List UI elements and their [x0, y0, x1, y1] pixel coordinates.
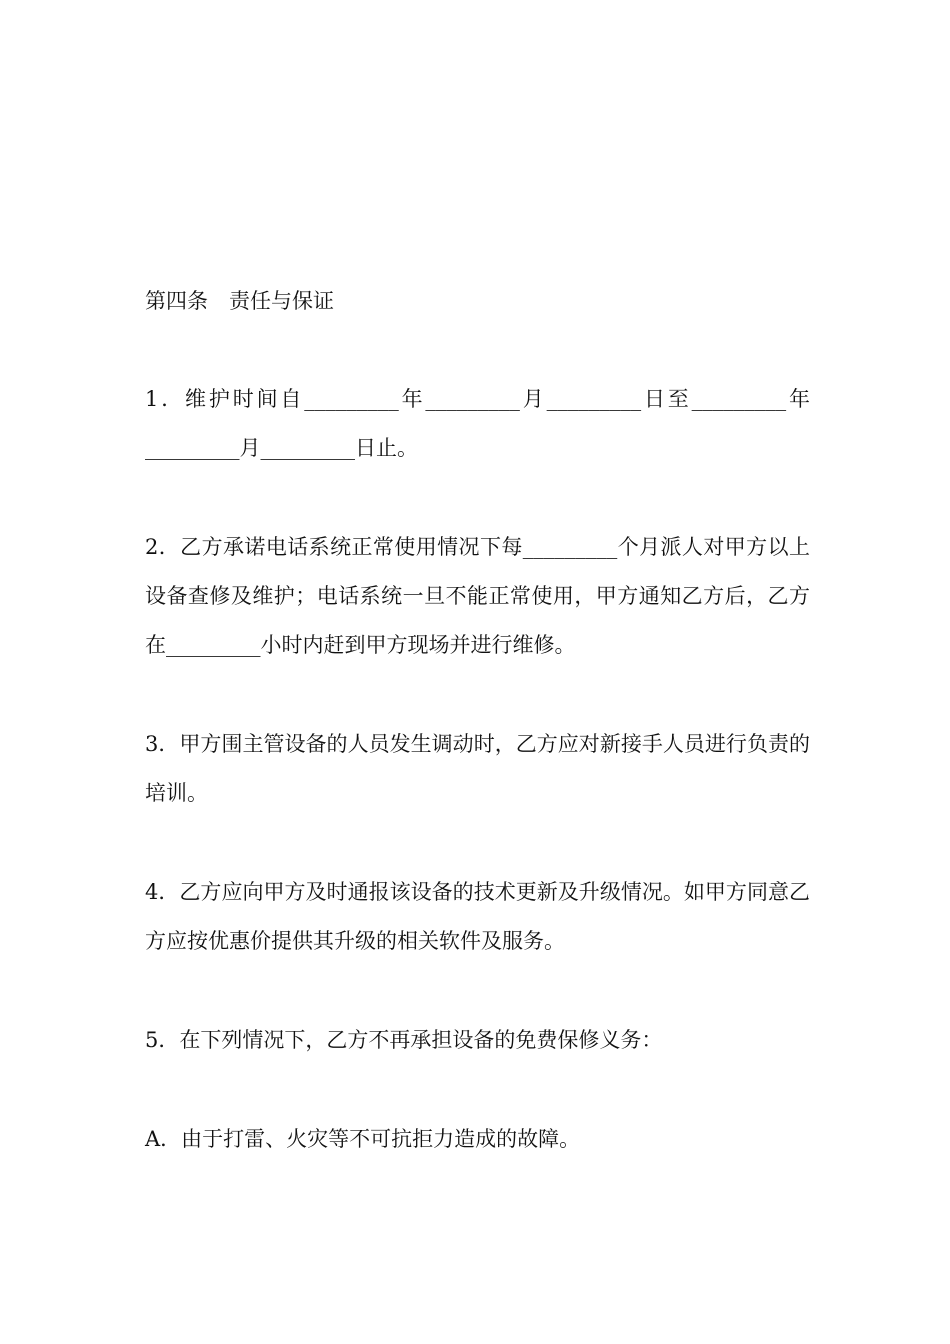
clause-exclusion-a: A．由于打雷、火灾等不可抗拒力造成的故障。	[145, 1127, 581, 1151]
clause-staff-training: 3．甲方围主管设备的人员发生调动时，乙方应对新接手人员进行负责的培训。	[145, 732, 810, 805]
clause-inspection-and-repair: 2．乙方承诺电话系统正常使用情况下每_________个月派人对甲方以上设备查修及维护；电话系统一旦不能正常使用，甲方通知乙方后，乙方在_________小时内赶到甲方现场并进行维修。	[145, 535, 810, 657]
article-body	[145, 280, 810, 1164]
clause-upgrade-notification: 4．乙方应向甲方及时通报该设备的技术更新及升级情况。如甲方同意乙方应按优惠价提供其升级的相关软件及服务。	[145, 880, 810, 953]
clause-warranty-exclusions: 5．在下列情况下，乙方不再承担设备的免费保修义务：	[145, 1028, 663, 1052]
clause-maintenance-period: 1．维护时间自_________年_________月_________日至_________年_________月_________日止。	[145, 387, 810, 460]
article-heading: 第四条 责任与保证	[145, 289, 334, 313]
